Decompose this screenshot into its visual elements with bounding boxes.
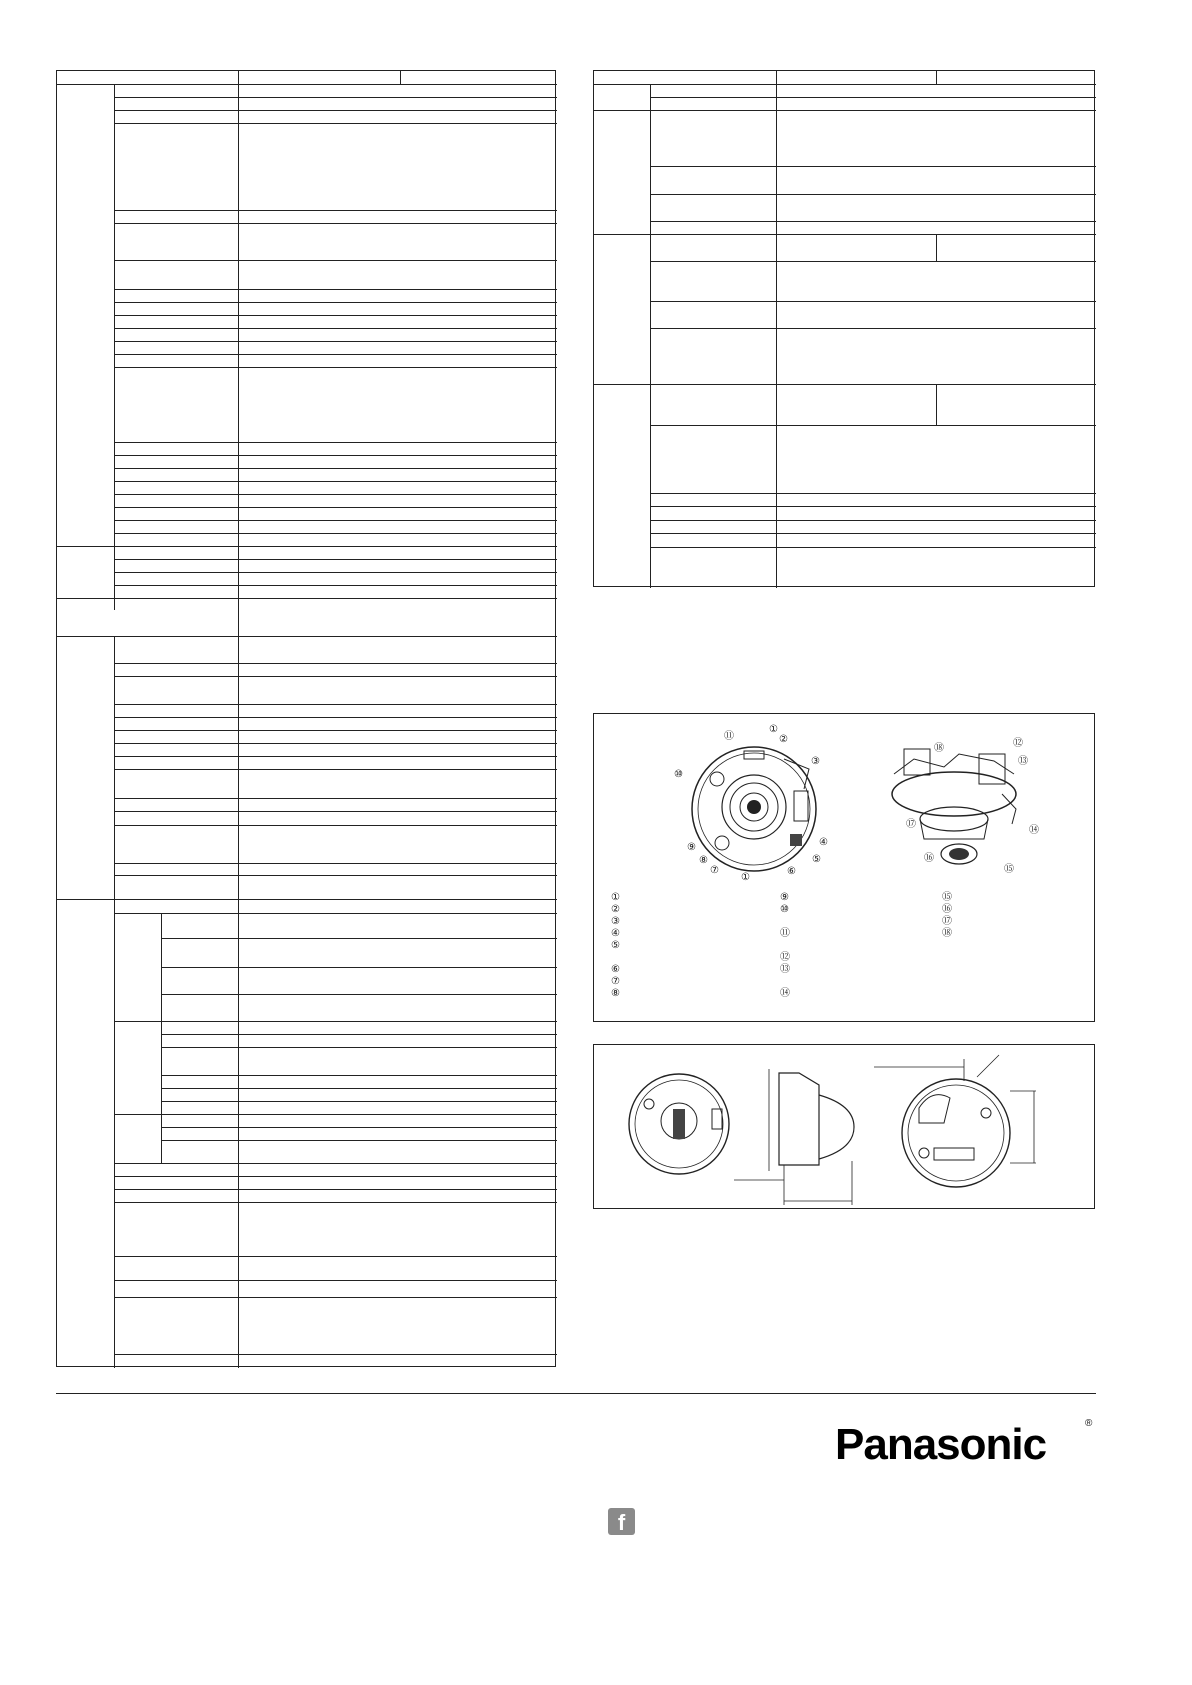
callout-12: ⑫	[1013, 738, 1023, 749]
callout-2: ②	[779, 734, 788, 745]
legend-item: ②	[611, 904, 620, 915]
footer-rule	[56, 1393, 1096, 1394]
panasonic-logo: Panasonic	[835, 1420, 1047, 1469]
callout-13: ⑬	[1018, 756, 1028, 767]
legend-item	[780, 940, 790, 952]
legend-item: ①	[611, 892, 620, 903]
callout-17: ⑰	[906, 819, 916, 830]
callout-11: ⑪	[724, 731, 734, 742]
legend-item	[780, 916, 790, 928]
legend-item: ⑱	[942, 928, 952, 939]
camera-perspective-drawing	[884, 739, 1024, 879]
spec-table-left	[56, 70, 556, 1367]
callout-15: ⑮	[1004, 864, 1014, 875]
legend-item: ⑥	[611, 964, 620, 975]
callout-9: ⑨	[687, 842, 696, 853]
legend-item	[611, 952, 620, 964]
legend-item: ⑪	[780, 928, 790, 939]
legend-item: ⑩	[780, 904, 789, 915]
callout-7: ⑦	[710, 865, 719, 876]
callout-1-bottom: ①	[741, 872, 750, 883]
legend-item: ⑭	[780, 988, 790, 999]
side-view-drawing	[734, 1065, 874, 1210]
legend-item: ⑬	[780, 964, 790, 975]
legend-item: ⑨	[780, 892, 789, 903]
callout-1-top: ①	[769, 724, 778, 735]
front-view-drawing	[624, 1069, 734, 1179]
parts-diagram-box	[593, 713, 1095, 1022]
callout-3: ③	[811, 756, 820, 767]
callout-14: ⑭	[1029, 825, 1039, 836]
callout-4: ④	[819, 837, 828, 848]
legend-item	[780, 976, 790, 988]
legend-item: ⑧	[611, 988, 620, 999]
callout-6: ⑥	[787, 866, 796, 877]
bottom-view-drawing	[874, 1053, 1054, 1193]
spec-table-right	[593, 70, 1095, 587]
facebook-icon[interactable]	[608, 1508, 635, 1535]
legend-item: ⑫	[780, 952, 790, 963]
legend-item: ⑰	[942, 916, 952, 927]
registered-mark: ®	[1085, 1418, 1093, 1429]
callout-8: ⑧	[699, 855, 708, 866]
callout-18: ⑱	[934, 743, 944, 754]
dimensions-diagram-box	[593, 1044, 1095, 1209]
legend-item: ⑦	[611, 976, 620, 987]
legend-item: ③	[611, 916, 620, 927]
callout-16: ⑯	[924, 853, 934, 864]
legend-item: ⑤	[611, 940, 620, 951]
legend-item: ⑯	[942, 904, 952, 915]
facebook-glyph: f	[617, 1510, 626, 1535]
callout-10: ⑩	[674, 769, 683, 780]
legend-col-2	[780, 892, 790, 1000]
legend-col-1	[611, 892, 620, 1000]
callout-5: ⑤	[812, 854, 821, 865]
legend-item: ④	[611, 928, 620, 939]
legend-item: ⑮	[942, 892, 952, 903]
legend-col-3	[942, 892, 952, 940]
